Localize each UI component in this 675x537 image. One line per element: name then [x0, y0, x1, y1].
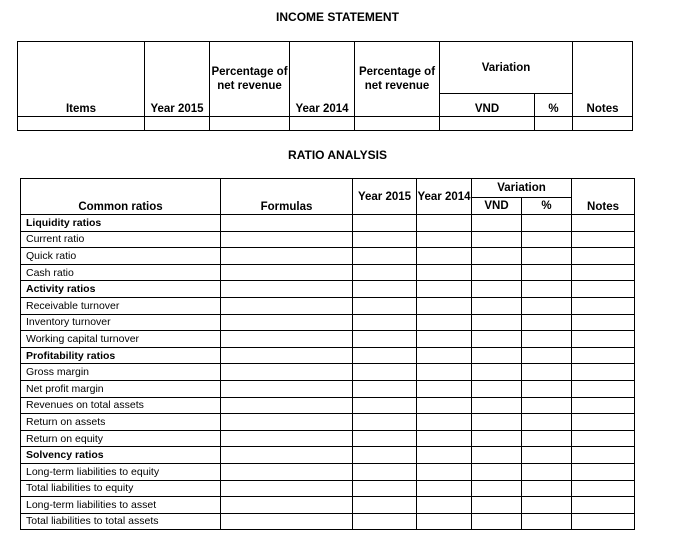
- table-row: [21, 331, 635, 348]
- empty-cell: [221, 331, 353, 348]
- ratio-rows: [21, 215, 635, 530]
- empty-cell: [572, 264, 635, 281]
- empty-cell: [353, 248, 417, 265]
- table-row: [21, 248, 635, 265]
- empty-cell: [221, 463, 353, 480]
- empty-cell: [472, 264, 522, 281]
- header-percent: %: [535, 94, 573, 117]
- ratio-group-label: Activity ratios: [21, 281, 221, 298]
- ratio-label: Gross margin: [21, 364, 221, 381]
- empty-cell: [417, 314, 472, 331]
- empty-cell: [522, 480, 572, 497]
- empty-cell: [417, 231, 472, 248]
- empty-cell: [417, 264, 472, 281]
- header-common-ratios: Common ratios: [21, 179, 221, 215]
- empty-cell: [417, 347, 472, 364]
- table-row: [21, 380, 635, 397]
- empty-cell: [522, 281, 572, 298]
- empty-cell: [472, 231, 522, 248]
- income-statement-title: INCOME STATEMENT: [276, 10, 399, 24]
- empty-cell: [18, 117, 145, 131]
- table-row: [21, 231, 635, 248]
- empty-cell: [472, 447, 522, 464]
- ratio-label: Long-term liabilities to equity: [21, 463, 221, 480]
- empty-cell: [522, 414, 572, 431]
- empty-cell: [522, 231, 572, 248]
- empty-cell: [353, 430, 417, 447]
- empty-cell: [353, 463, 417, 480]
- empty-cell: [417, 297, 472, 314]
- empty-cell: [221, 397, 353, 414]
- empty-cell: [472, 331, 522, 348]
- empty-cell: [417, 447, 472, 464]
- empty-cell: [572, 297, 635, 314]
- table-row: [21, 347, 635, 364]
- ratio-label: Long-term liabilities to asset: [21, 497, 221, 514]
- ratio-label: Working capital turnover: [21, 331, 221, 348]
- empty-cell: [417, 364, 472, 381]
- empty-cell: [353, 297, 417, 314]
- empty-cell: [572, 364, 635, 381]
- empty-cell: [522, 297, 572, 314]
- table-row: [21, 281, 635, 298]
- ratio-label: Net profit margin: [21, 380, 221, 397]
- empty-cell: [572, 215, 635, 232]
- empty-cell: [472, 397, 522, 414]
- empty-cell: [572, 414, 635, 431]
- table-row: [21, 414, 635, 431]
- ratio-label: Return on equity: [21, 430, 221, 447]
- ratio-label: Return on assets: [21, 414, 221, 431]
- ratio-label: Current ratio: [21, 231, 221, 248]
- ratio-label: Total liabilities to total assets: [21, 513, 221, 530]
- empty-cell: [417, 397, 472, 414]
- empty-cell: [472, 347, 522, 364]
- empty-cell: [221, 215, 353, 232]
- empty-cell: [417, 215, 472, 232]
- header-year-2015: Year 2015: [353, 179, 417, 215]
- empty-cell: [472, 414, 522, 431]
- empty-cell: [440, 117, 535, 131]
- empty-cell: [353, 397, 417, 414]
- empty-cell: [290, 117, 355, 131]
- ratio-analysis-table: [20, 178, 635, 530]
- empty-cell: [221, 248, 353, 265]
- header-notes: Notes: [572, 179, 635, 215]
- empty-cell: [353, 264, 417, 281]
- empty-cell: [472, 281, 522, 298]
- empty-cell: [353, 347, 417, 364]
- empty-cell: [417, 463, 472, 480]
- header-percent: %: [522, 198, 572, 215]
- header-year-2015: Year 2015: [145, 42, 210, 117]
- ratio-group-label: Profitability ratios: [21, 347, 221, 364]
- empty-cell: [221, 480, 353, 497]
- header-variation: Variation: [472, 179, 572, 198]
- empty-cell: [221, 364, 353, 381]
- empty-cell: [522, 364, 572, 381]
- empty-cell: [353, 513, 417, 530]
- empty-cell: [355, 117, 440, 131]
- empty-cell: [522, 497, 572, 514]
- header-percentage-2014: Percentage of net revenue: [355, 42, 440, 117]
- empty-cell: [572, 513, 635, 530]
- ratio-group-label: Liquidity ratios: [21, 215, 221, 232]
- ratio-label: Total liabilities to equity: [21, 480, 221, 497]
- header-year-2014: Year 2014: [290, 42, 355, 117]
- empty-cell: [572, 331, 635, 348]
- table-row: [21, 314, 635, 331]
- empty-cell: [145, 117, 210, 131]
- empty-cell: [572, 231, 635, 248]
- empty-cell: [472, 215, 522, 232]
- income-statement-table: [17, 41, 633, 131]
- empty-cell: [472, 314, 522, 331]
- empty-cell: [417, 497, 472, 514]
- empty-cell: [353, 497, 417, 514]
- table-row: [21, 497, 635, 514]
- empty-cell: [353, 447, 417, 464]
- empty-cell: [472, 380, 522, 397]
- empty-cell: [472, 513, 522, 530]
- empty-cell: [353, 331, 417, 348]
- empty-cell: [221, 447, 353, 464]
- empty-cell: [472, 480, 522, 497]
- table-row: [21, 447, 635, 464]
- header-year-2014: Year 2014: [417, 179, 472, 215]
- header-vnd: VND: [440, 94, 535, 117]
- empty-cell: [572, 397, 635, 414]
- empty-cell: [353, 231, 417, 248]
- table-row: [18, 117, 633, 131]
- empty-cell: [535, 117, 573, 131]
- empty-cell: [353, 281, 417, 298]
- ratio-label: Receivable turnover: [21, 297, 221, 314]
- empty-cell: [472, 248, 522, 265]
- empty-cell: [522, 447, 572, 464]
- empty-cell: [522, 215, 572, 232]
- empty-cell: [417, 331, 472, 348]
- empty-cell: [522, 397, 572, 414]
- empty-cell: [221, 380, 353, 397]
- table-row: [21, 215, 635, 232]
- empty-cell: [522, 331, 572, 348]
- empty-cell: [353, 480, 417, 497]
- ratio-label: Quick ratio: [21, 248, 221, 265]
- table-row: [21, 297, 635, 314]
- empty-cell: [472, 364, 522, 381]
- empty-cell: [472, 430, 522, 447]
- empty-cell: [572, 248, 635, 265]
- empty-cell: [522, 264, 572, 281]
- empty-cell: [221, 430, 353, 447]
- empty-cell: [572, 380, 635, 397]
- empty-cell: [472, 463, 522, 480]
- empty-cell: [522, 314, 572, 331]
- table-row: [21, 397, 635, 414]
- ratio-label: Revenues on total assets: [21, 397, 221, 414]
- empty-cell: [572, 447, 635, 464]
- table-row: [21, 430, 635, 447]
- empty-cell: [353, 414, 417, 431]
- empty-cell: [417, 414, 472, 431]
- empty-cell: [417, 248, 472, 265]
- header-percentage-2015: Percentage of net revenue: [210, 42, 290, 117]
- ratio-label: Inventory turnover: [21, 314, 221, 331]
- empty-cell: [522, 380, 572, 397]
- header-formulas: Formulas: [221, 179, 353, 215]
- empty-cell: [572, 430, 635, 447]
- ratio-label: Cash ratio: [21, 264, 221, 281]
- empty-cell: [522, 463, 572, 480]
- empty-cell: [221, 281, 353, 298]
- empty-cell: [572, 281, 635, 298]
- empty-cell: [221, 231, 353, 248]
- empty-cell: [417, 430, 472, 447]
- empty-cell: [522, 430, 572, 447]
- empty-cell: [221, 297, 353, 314]
- ratio-analysis-title: RATIO ANALYSIS: [288, 148, 387, 162]
- ratio-group-label: Solvency ratios: [21, 447, 221, 464]
- table-row: [21, 463, 635, 480]
- empty-cell: [353, 215, 417, 232]
- empty-cell: [221, 347, 353, 364]
- empty-cell: [522, 248, 572, 265]
- empty-cell: [522, 513, 572, 530]
- empty-cell: [417, 513, 472, 530]
- empty-cell: [573, 117, 633, 131]
- header-vnd: VND: [472, 198, 522, 215]
- header-items: Items: [18, 42, 145, 117]
- empty-cell: [210, 117, 290, 131]
- empty-cell: [221, 414, 353, 431]
- empty-cell: [572, 463, 635, 480]
- empty-cell: [572, 314, 635, 331]
- empty-cell: [472, 497, 522, 514]
- empty-cell: [572, 497, 635, 514]
- table-row: [21, 364, 635, 381]
- table-row: [21, 480, 635, 497]
- header-notes: Notes: [573, 42, 633, 117]
- empty-cell: [572, 480, 635, 497]
- empty-cell: [221, 497, 353, 514]
- empty-cell: [472, 297, 522, 314]
- empty-cell: [417, 380, 472, 397]
- empty-cell: [221, 314, 353, 331]
- empty-cell: [221, 264, 353, 281]
- empty-cell: [522, 347, 572, 364]
- table-row: [21, 264, 635, 281]
- header-variation: Variation: [440, 42, 573, 94]
- empty-cell: [417, 480, 472, 497]
- empty-cell: [572, 347, 635, 364]
- empty-cell: [353, 314, 417, 331]
- empty-cell: [353, 380, 417, 397]
- empty-cell: [221, 513, 353, 530]
- table-row: [21, 513, 635, 530]
- empty-cell: [417, 281, 472, 298]
- empty-cell: [353, 364, 417, 381]
